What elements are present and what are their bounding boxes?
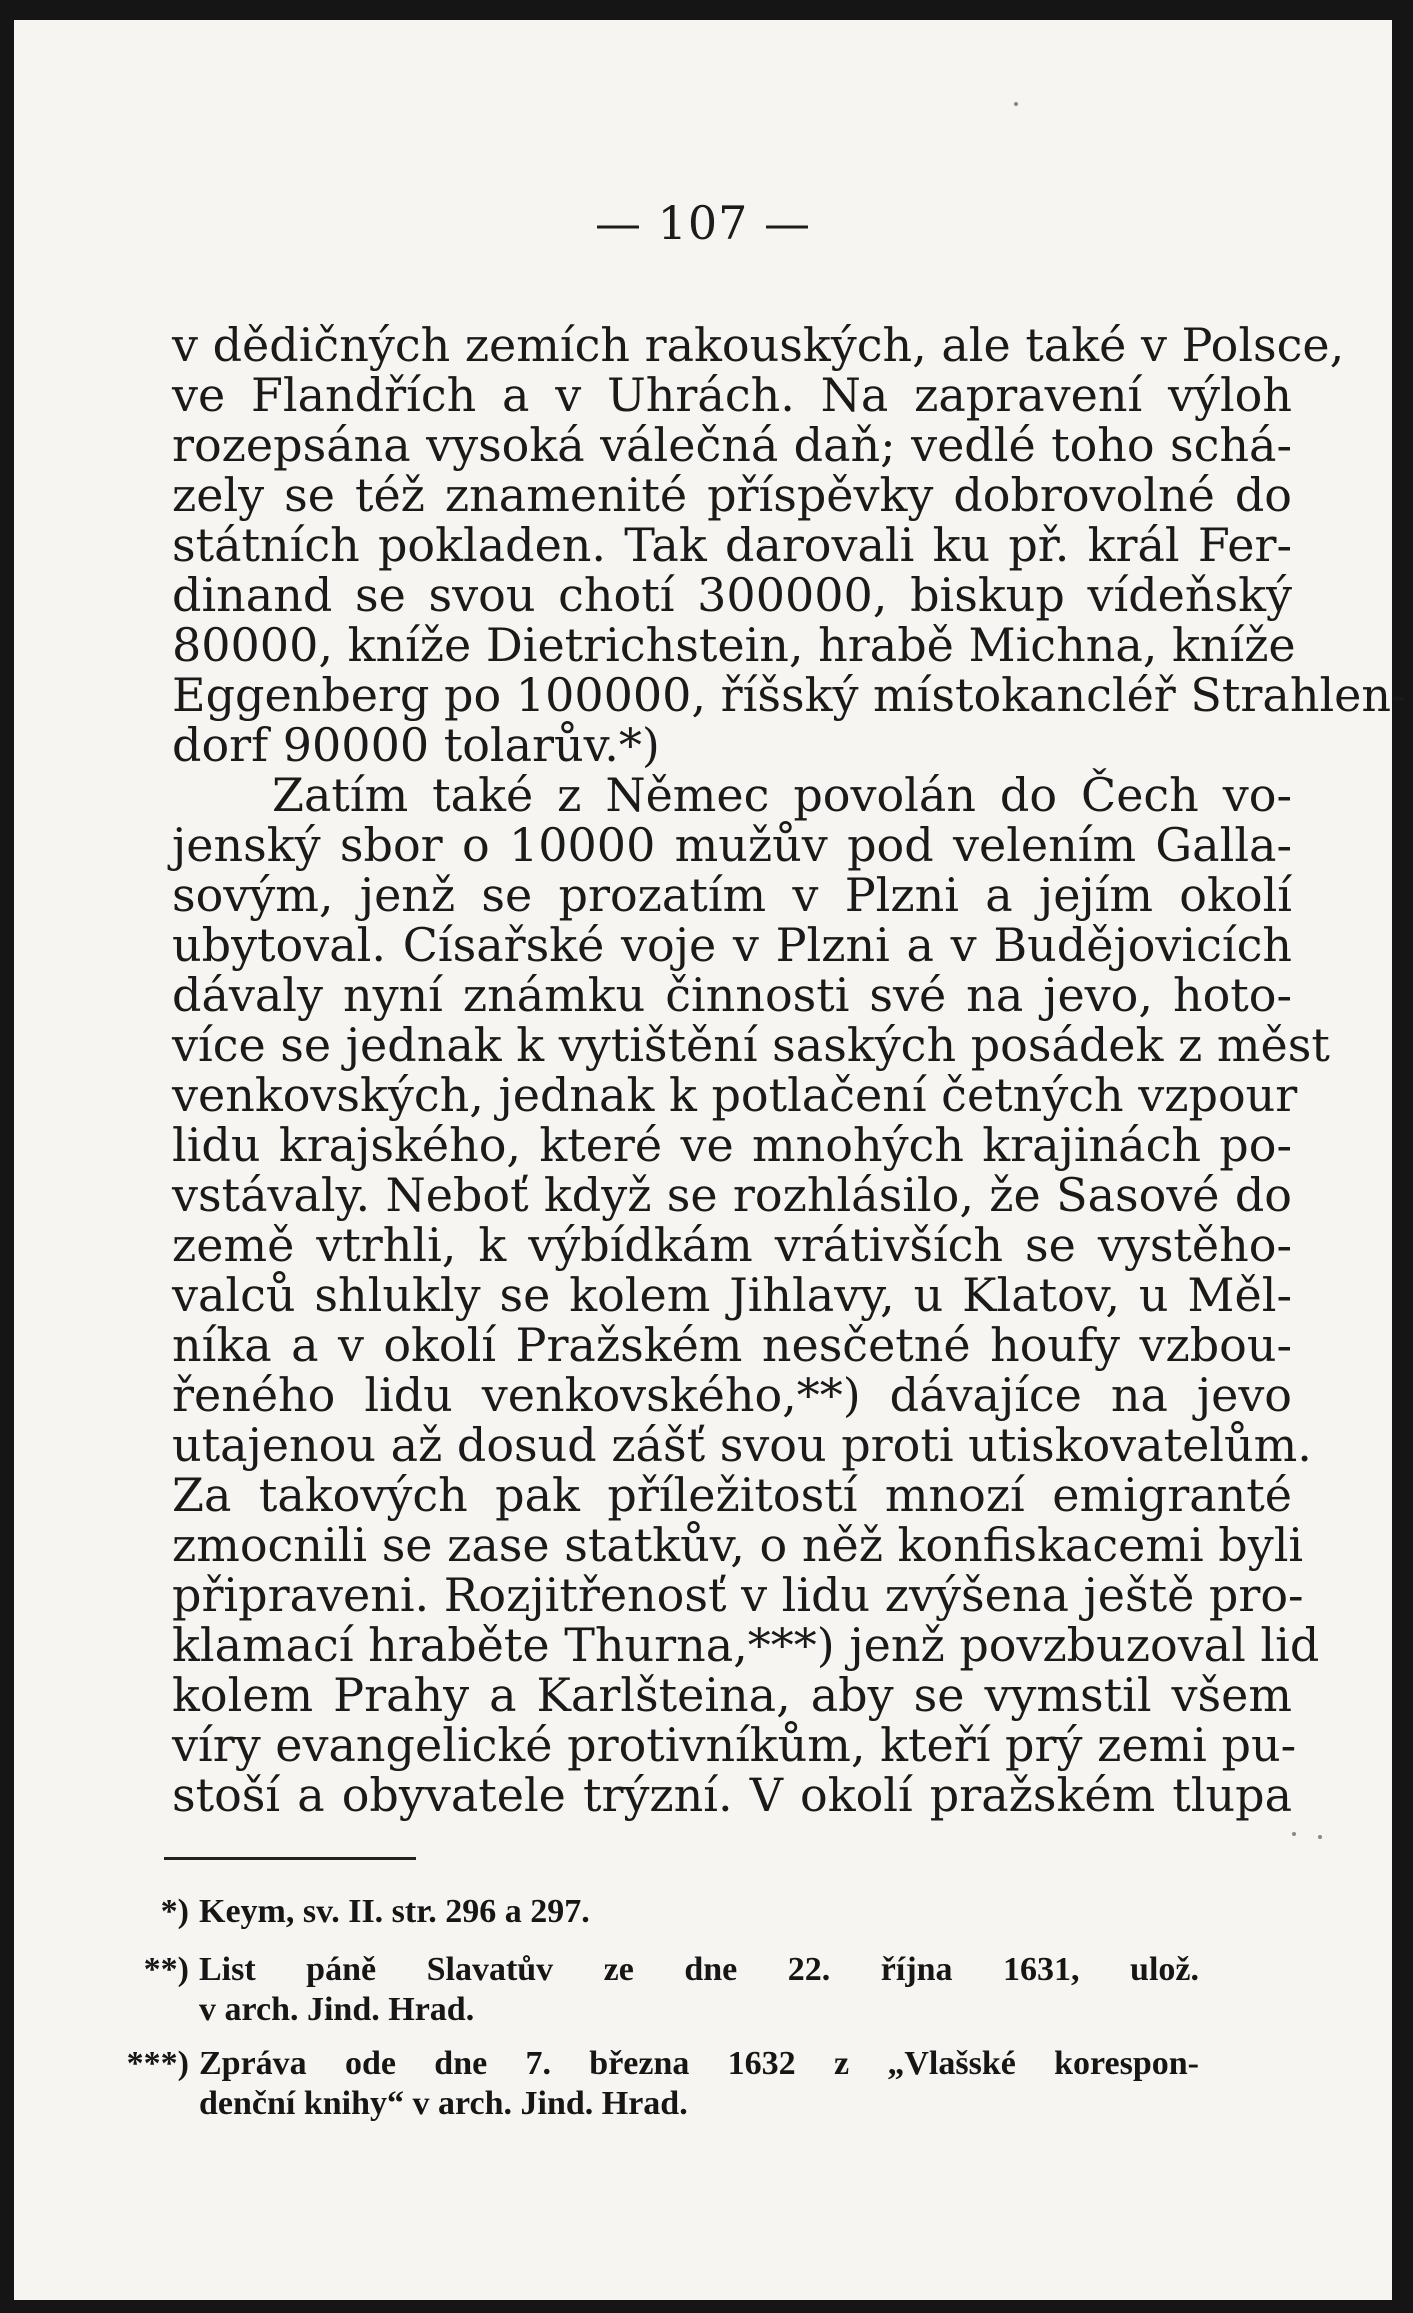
body-line: zmocnili se zase statkův, o něž konfiskacemi byli bbox=[172, 1518, 1304, 1572]
footnote-separator bbox=[164, 1857, 416, 1860]
footnote-mark: ***) bbox=[126, 2045, 189, 2082]
body-line: lidu krajského, které ve mnohých krajinách po- bbox=[172, 1118, 1292, 1172]
body-line: 80000, kníže Dietrichstein, hrabě Michna, kníže bbox=[172, 618, 1296, 672]
paper-speck bbox=[1014, 102, 1018, 106]
body-line: stoší a obyvatele trýzní. V okolí pražském tlupa bbox=[172, 1768, 1292, 1822]
body-line: Eggenberg po 100000, říšský místokancléř Strahlen- bbox=[172, 668, 1407, 722]
body-line: Za takových pak příležitostí mnozí emigranté bbox=[172, 1468, 1292, 1522]
body-line: ubytoval. Císařské voje v Plzni a v Budějovicích bbox=[172, 918, 1292, 972]
body-line: vstávaly. Neboť když se rozhlásilo, že Sasové do bbox=[172, 1168, 1292, 1222]
footnote-text: Keym, sv. II. str. 296 a 297. bbox=[199, 1893, 590, 1930]
body-line: země vtrhli, k výbídkám vrátivších se vystěho- bbox=[172, 1218, 1292, 1272]
book-page bbox=[14, 20, 1407, 2300]
body-line: valců shlukly se kolem Jihlavy, u Klatov, u Měl- bbox=[172, 1268, 1292, 1322]
body-line: zely se též znamenité příspěvky dobrovolné do bbox=[172, 468, 1292, 522]
body-line: níka a v okolí Pražském nesčetné houfy vzbou- bbox=[172, 1318, 1292, 1372]
body-line: sovým, jenž se prozatím v Plzni a jejím okolí bbox=[172, 868, 1292, 922]
body-line: ve Flandřích a v Uhrách. Na zapravení výloh bbox=[172, 368, 1292, 422]
body-line: utajenou až dosud zášť svou proti utiskovatelům. bbox=[172, 1418, 1312, 1472]
paper-speck bbox=[1292, 1832, 1296, 1836]
body-line: dinand se svou chotí 300000, biskup vídeňský bbox=[172, 568, 1292, 622]
body-line: klamací hraběte Thurna,***) jenž povzbuzoval lid bbox=[172, 1618, 1320, 1672]
body-line: kolem Prahy a Karlšteina, aby se vymstil všem bbox=[172, 1668, 1292, 1722]
body-line: v dědičných zemích rakouských, ale také v Polsce, bbox=[172, 318, 1345, 372]
body-line: připraveni. Rozjitřenosť v lidu zvýšena ještě pro- bbox=[172, 1568, 1304, 1622]
footnote-mark: *) bbox=[160, 1893, 189, 1930]
footnote-text: List páně Slavatův ze dne 22. října 1631, ulož. bbox=[199, 1951, 1199, 1988]
body-line: více se jednak k vytištění saských posádek z měst bbox=[172, 1018, 1330, 1072]
body-line: dávaly nyní známku činnosti své na jevo, hoto- bbox=[172, 968, 1292, 1022]
body-line: dorf 90000 tolarův.*) bbox=[172, 718, 660, 772]
footnote-text: v arch. Jind. Hrad. bbox=[199, 1991, 475, 2028]
page-number: — 107 — bbox=[594, 196, 812, 250]
footnote-mark: **) bbox=[143, 1951, 189, 1988]
body-line: řeného lidu venkovského,**) dávajíce na jevo bbox=[172, 1368, 1292, 1422]
body-line: rozepsána vysoká válečná daň; vedlé toho schá- bbox=[172, 418, 1292, 472]
body-line: víry evangelické protivníkům, kteří prý zemi pu- bbox=[172, 1718, 1297, 1772]
footnote-text: denční knihy“ v arch. Jind. Hrad. bbox=[199, 2085, 688, 2122]
paper-speck bbox=[1318, 1835, 1322, 1839]
body-line: jenský sbor o 10000 mužův pod velením Galla- bbox=[172, 818, 1292, 872]
body-line: státních pokladen. Tak darovali ku př. král Fer- bbox=[172, 518, 1292, 572]
body-line: venkovských, jednak k potlačení četných vzpour bbox=[172, 1068, 1298, 1122]
footnote-text: Zpráva ode dne 7. března 1632 z „Vlašské korespon- bbox=[199, 2045, 1199, 2082]
paragraph-start-line: Zatím také z Němec povolán do Čech vo- bbox=[272, 768, 1292, 822]
